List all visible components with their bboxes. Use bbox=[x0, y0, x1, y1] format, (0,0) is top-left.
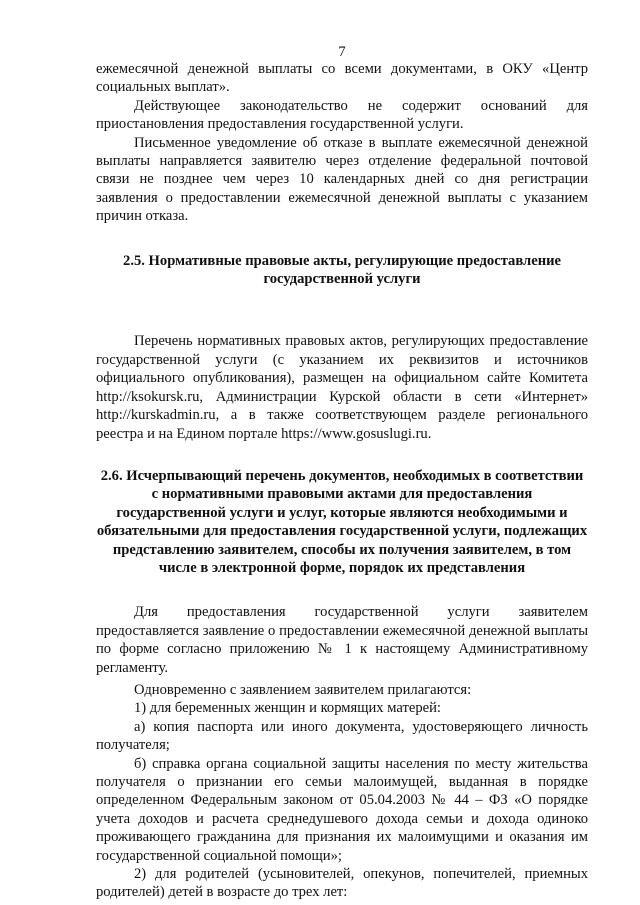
paragraph: Для предоставления государственной услуги заявителем предоставляется заявление о предоставлении ежемесячной денежной выплаты по форме согласно приложению № 1 к настоящему Административному регламенту. bbox=[96, 604, 588, 676]
paragraph: Перечень нормативных правовых актов, регулирующих предоставление государственной услуги (с указанием их реквизитов и источников официального опубликования), размещен на официальном сайте Комитета http://ksokursk.ru, Администрации Курской области в сети «Интернет» http://kurskadmin.ru, а в также соответствующем разделе регионального реестра и на Едином портале https://www.gosuslugi.ru. bbox=[96, 333, 588, 442]
list-item: б) справка органа социальной защиты населения по месту жительства получателя о признании его семьи малоимущей, выданная в порядке определенном Федеральным законом от 05.04.2003 № 44 – ФЗ «О порядке учета доходов и расчета среднедушевого дохода семьи и дохода одиноко проживающего гражданина для признания их малоимущими и оказания им государственной социальной помощи»; bbox=[96, 755, 588, 864]
paragraph: ежемесячной денежной выплаты со всеми документами, в ОКУ «Центр социальных выплат». bbox=[96, 61, 588, 96]
paragraph: Одновременно с заявлением заявителем прилагаются: bbox=[134, 681, 472, 698]
list-item: 1) для беременных женщин и кормящих матерей: bbox=[134, 700, 441, 717]
paragraph: Действующее законодательство не содержит оснований для приостановления предоставления государственной услуги. bbox=[96, 97, 588, 133]
list-item: а) копия паспорта или иного документа, удостоверяющего личность получателя; bbox=[96, 718, 588, 754]
paragraph: Письменное уведомление об отказе в выплате ежемесячной денежной выплаты направляется заявителю через отделение федеральной почтовой связи не позднее чем через 10 календарных дней со дня регистрации заявления о предоставлении ежемесячной денежной выплаты с указанием причин отказа. bbox=[96, 134, 588, 225]
page-number: 7 bbox=[338, 44, 346, 60]
section-heading-2-6: 2.6. Исчерпывающий перечень документов, необходимых в соответствии с нормативными правовыми актами для предоставления государственной услуги и услуг, которые являются необходимыми и обязательными для предоставления государственной услуги, подлежащих представлению заявителем, способы их получения заявителем, в том числе в электронной форме, порядок их представления bbox=[96, 467, 588, 576]
section-heading-2-5: 2.5. Нормативные правовые акты, регулирующие предоставление государственной услуги bbox=[123, 252, 561, 288]
list-item: 2) для родителей (усыновителей, опекунов, попечителей, приемных родителей) детей в возрасте до трех лет: bbox=[96, 866, 588, 901]
